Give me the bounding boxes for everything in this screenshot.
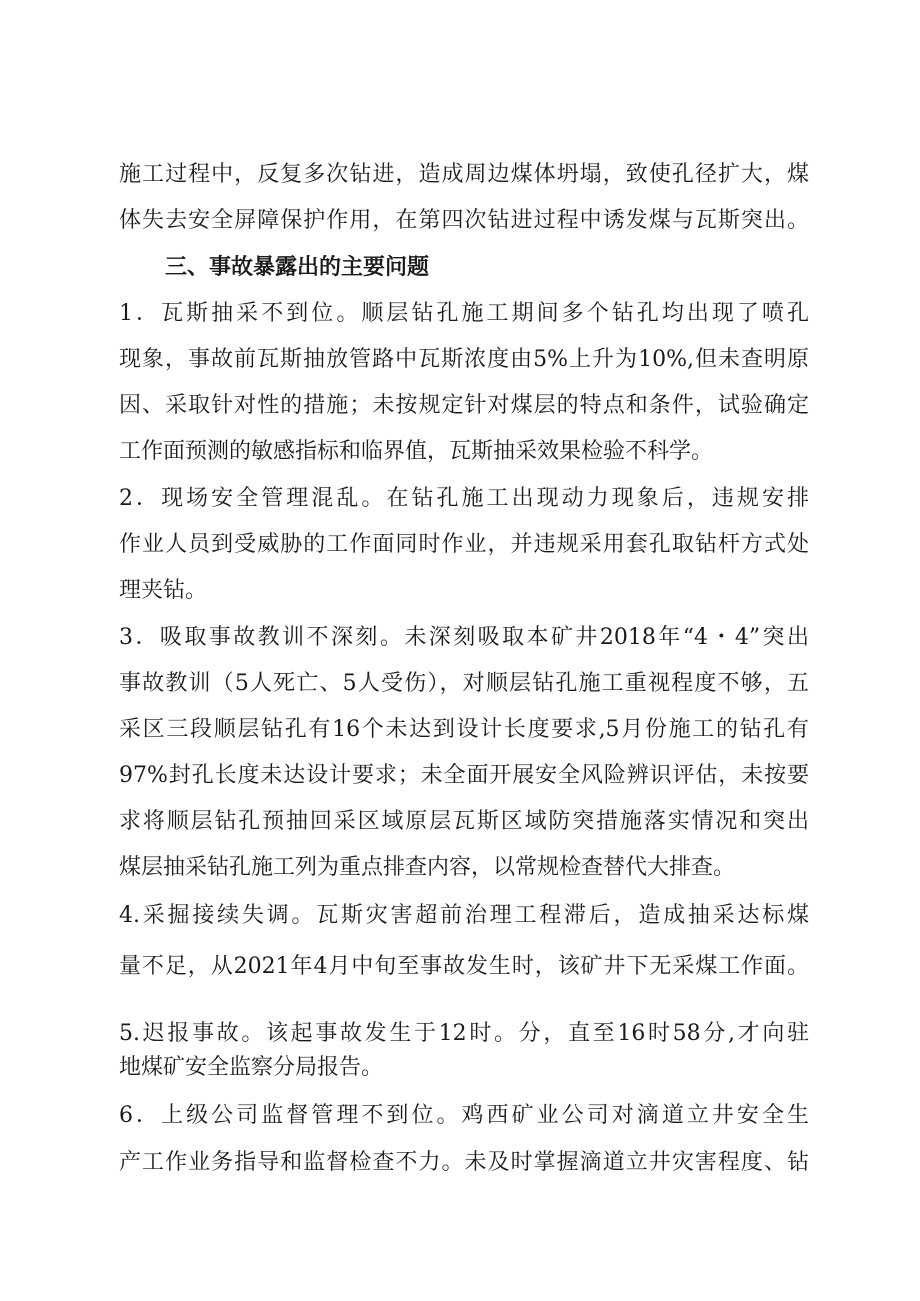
paragraph-line: 6．上级公司监督管理不到位。鸡西矿业公司对滴道立井安全生: [119, 1103, 809, 1128]
paragraph-line: 3．吸取事故教训不深刻。未深刻吸取本矿井2018年“4・4”突出: [119, 625, 809, 650]
paragraph-line: 体失去安全屏障保护作用，在第四次钻进过程中诱发煤与瓦斯突出。: [119, 208, 809, 233]
paragraph-line: 5.迟报事故。该起事故发生于12时。分，直至16时58分,才向驻: [119, 1021, 809, 1046]
paragraph-line: 现象，事故前瓦斯抽放管路中瓦斯浓度由5%上升为10%,但未查明原: [119, 347, 809, 372]
section-heading: 三、事故暴露出的主要问题: [165, 255, 430, 280]
paragraph-line: 因、采取针对性的措施；未按规定针对煤层的特点和条件，试验确定: [119, 393, 809, 418]
paragraph-line: 求将顺层钻孔预抽回采区域原层瓦斯区域防突措施落实情况和突出: [119, 809, 809, 834]
paragraph-line: 工作面预测的敏感指标和临界值，瓦斯抽采效果检验不科学。: [119, 439, 714, 464]
paragraph-line: 地煤矿安全监察分局报告。: [119, 1055, 384, 1080]
paragraph-line: 4.采掘接续失调。瓦斯灾害超前治理工程滞后，造成抽采达标煤: [119, 903, 809, 928]
paragraph-line: 2．现场安全管理混乱。在钻孔施工出现动力现象后，违规安排: [119, 486, 809, 511]
paragraph-line: 97%封孔长度未达设计要求；未全面开展安全风险辨识评估，未按要: [119, 763, 809, 788]
paragraph-line: 作业人员到受威胁的工作面同时作业，并违规采用套孔取钻杆方式处: [119, 532, 809, 557]
paragraph-line: 采区三段顺层钻孔有16个未达到设计长度要求,5月份施工的钻孔有: [119, 717, 809, 742]
paragraph-line: 煤层抽采钻孔施工列为重点排查内容，以常规检查替代大排查。: [119, 855, 736, 880]
paragraph-line: 量不足，从2021年4月中旬至事故发生时，该矿井下无采煤工作面。: [119, 954, 809, 979]
paragraph-line: 1．瓦斯抽采不到位。顺层钻孔施工期间多个钻孔均出现了喷孔: [119, 301, 809, 326]
paragraph-line: 施工过程中，反复多次钻进，造成周边煤体坍塌，致使孔径扩大，煤: [119, 162, 809, 187]
paragraph-line: 事故教训（5人死亡、5人受伤），对顺层钻孔施工重视程度不够，五: [119, 671, 809, 696]
paragraph-line: 产工作业务指导和监督检查不力。未及时掌握滴道立井灾害程度、钻: [119, 1150, 809, 1175]
paragraph-line: 理夹钻。: [119, 578, 208, 603]
